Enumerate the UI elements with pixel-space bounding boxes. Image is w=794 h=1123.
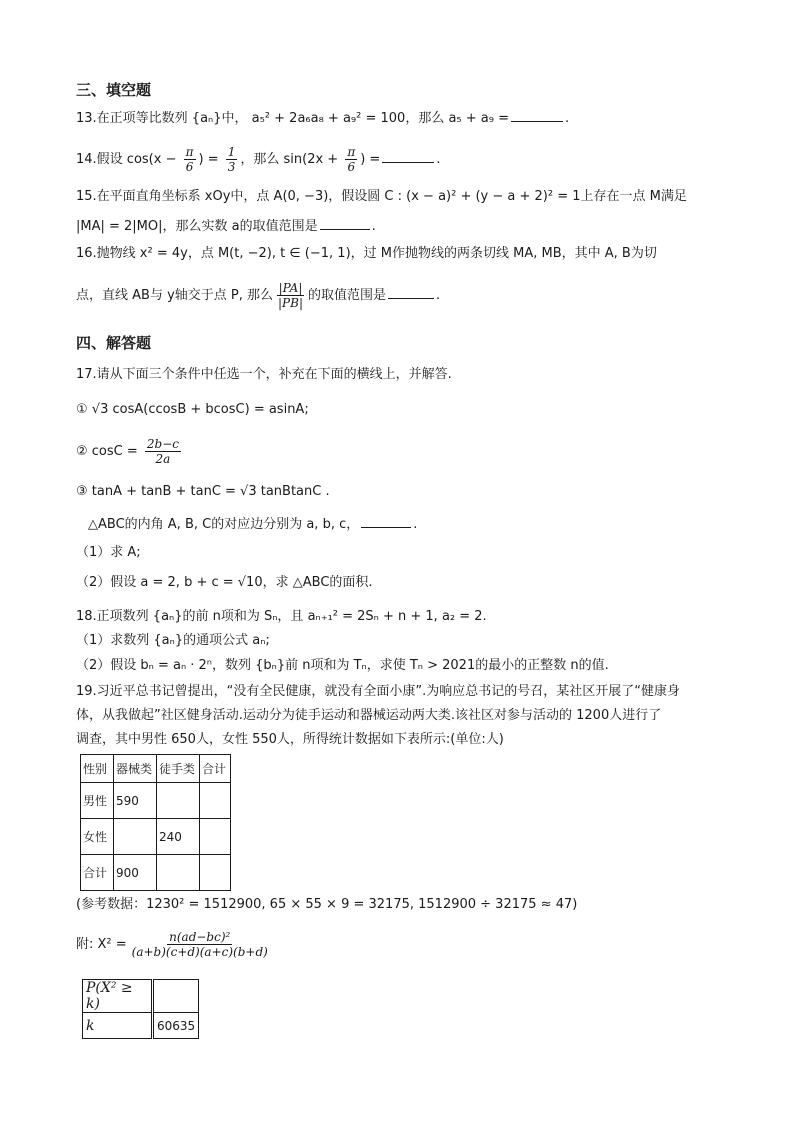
table-row (81, 855, 231, 891)
q16-line2a: 点，直线 AB与 y轴交于点 P, 那么 (76, 288, 274, 303)
q17-condition-1: ① √3 cosA(ccosB + bcosC) = asinA; (76, 402, 309, 417)
table-cell (157, 783, 200, 819)
q18-part1: （1）求数列 {aₙ}的通项公式 aₙ; (76, 633, 270, 648)
section4-title: 四、解答题 (76, 334, 152, 352)
table-cell: 60635 (153, 1013, 199, 1039)
table-cell (114, 819, 157, 855)
q17-part1: （1）求 A; (76, 545, 141, 560)
table-cell: 590 (114, 783, 157, 819)
formula-label: 附: X² = (76, 937, 127, 952)
table-header-row (81, 755, 231, 783)
table-row (83, 1013, 199, 1039)
question-15-line1: 15.在平面直角坐标系 xOy中，点 A(0, −3)，假设圆 C : (x − a)² + (y − a + 2)² = 1上存在一点 M满足 (76, 189, 687, 204)
table-cell: 男性 (81, 783, 114, 819)
q17-c2-label: ② cosC = (76, 444, 142, 459)
q16-line2b: 的取值范围是 (308, 288, 387, 303)
answer-blank (382, 161, 434, 163)
q13-text: 13.在正项等比数列 {aₙ}中， a₅² + 2a₆a₈ + a₉² = 100，那么 a₅ + a₉ = (76, 111, 509, 126)
table-row (83, 980, 199, 1013)
q17-condition-3: ③ tanA + tanB + tanC = √3 tanBtanC . (76, 484, 330, 499)
q18-intro: 18.正项数列 {aₙ}的前 n项和为 Sₙ，且 aₙ₊₁² = 2Sₙ + n + 1, a₂ = 2. (76, 609, 487, 624)
table-header: 性别 (81, 755, 114, 783)
question-16-line1: 16.抛物线 x² = 4y，点 M(t, −2), t ∈ (−1, 1)，过 M作抛物线的两条切线 MA, MB，其中 A, B为切 (76, 246, 657, 261)
table-row (81, 819, 231, 855)
table-header: 合计 (200, 755, 231, 783)
q14-mid: ) = (198, 152, 223, 167)
probability-table (82, 979, 199, 1039)
q17-c2-frac: $\frac{2b-c}{2a}$ (146, 437, 179, 466)
table-cell (157, 855, 200, 891)
question-14: 14.假设 cos(x − $\frac{\pi}{6}$ ) = $\frac{1}{3}$ ，那么 sin(2x + $\frac{\pi}{6}$ ) = . (76, 145, 441, 174)
q17-stem-text: △ABC的内角 A, B, C的对应边分别为 a, b, c， (88, 517, 360, 532)
table-cell: k (83, 1013, 153, 1039)
question-15-line2: |MA| = 2|MO|，那么实数 a的取值范围是 . (76, 219, 376, 234)
table-cell: 240 (157, 819, 200, 855)
answer-blank (320, 228, 370, 230)
formula-frac: $\frac{\text{n(ad−bc)²}}{(a+b)(c+d)(a+c)(b+d)}$ (131, 930, 268, 959)
stats-table (80, 754, 231, 891)
question-16-line2: 点，直线 AB与 y轴交于点 P, 那么 $\frac{|PA|}{|PB|}$ 的取值范围是 . (76, 281, 441, 310)
q14-end: ) = (360, 152, 381, 167)
table-cell (200, 855, 231, 891)
table-cell (153, 980, 199, 1013)
table-cell (200, 819, 231, 855)
table-cell (200, 783, 231, 819)
table-cell: P(X² ≥ k) (83, 980, 153, 1013)
answer-blank (361, 526, 411, 528)
question-13: 13.在正项等比数列 {aₙ}中， a₅² + 2a₆a₈ + a₉² = 100，那么 a₅ + a₉ = . (76, 111, 570, 126)
table-row (81, 783, 231, 819)
q19-formula (76, 930, 273, 959)
q19-reference-data: (参考数据：1230² = 1512900, 65 × 55 × 9 = 32175, 1512900 ÷ 32175 ≈ 47) (76, 897, 578, 912)
table-cell: 女性 (81, 819, 114, 855)
table-cell: 900 (114, 855, 157, 891)
q15-line2: |MA| = 2|MO|，那么实数 a的取值范围是 (76, 219, 318, 234)
table-header: 徒手类 (157, 755, 200, 783)
table-cell: 合计 (81, 855, 114, 891)
q19-line3: 调查，其中男性 650人，女性 550人，所得统计数据如下表所示:(单位:人) (76, 732, 504, 747)
q17-intro: 17.请从下面三个条件中任选一个，补充在下面的横线上，并解答. (76, 367, 452, 382)
answer-blank (388, 297, 434, 299)
q14-mid2: ，那么 sin(2x + (240, 152, 343, 167)
answer-blank (511, 120, 563, 122)
q19-line1: 19.习近平总书记曾提出，“没有全民健康，就没有全面小康”.为响应总书记的号召，某社区开展了“健康身 (76, 684, 681, 699)
table-header: 器械类 (114, 755, 157, 783)
section3-title: 三、填空题 (76, 81, 152, 99)
q18-part2: （2）假设 bₙ = aₙ · 2ⁿ，数列 {bₙ}前 n项和为 Tₙ，求使 Tₙ > 2021的最小的正整数 n的值. (76, 658, 609, 673)
q14-frac-1-3: $\frac{1}{3}$ (227, 145, 236, 174)
q17-part2: （2）假设 a = 2, b + c = √10，求 △ABC的面积. (76, 575, 373, 590)
q19-line2: 体，从我做起”社区健身活动.运动分为徒手运动和器械运动两大类.该社区对参与活动的 1200人进行了 (76, 708, 662, 723)
q14-frac-pi6: $\frac{\pi}{6}$ (185, 145, 194, 174)
q16-frac: $\frac{|PA|}{|PB|}$ (278, 281, 303, 310)
q14-prefix: 14.假设 cos(x − (76, 152, 181, 167)
q17-stem: △ABC的内角 A, B, C的对应边分别为 a, b, c， . (88, 517, 418, 532)
q17-condition-2 (76, 437, 184, 466)
q14-frac-pi6-b: $\frac{\pi}{6}$ (347, 145, 356, 174)
